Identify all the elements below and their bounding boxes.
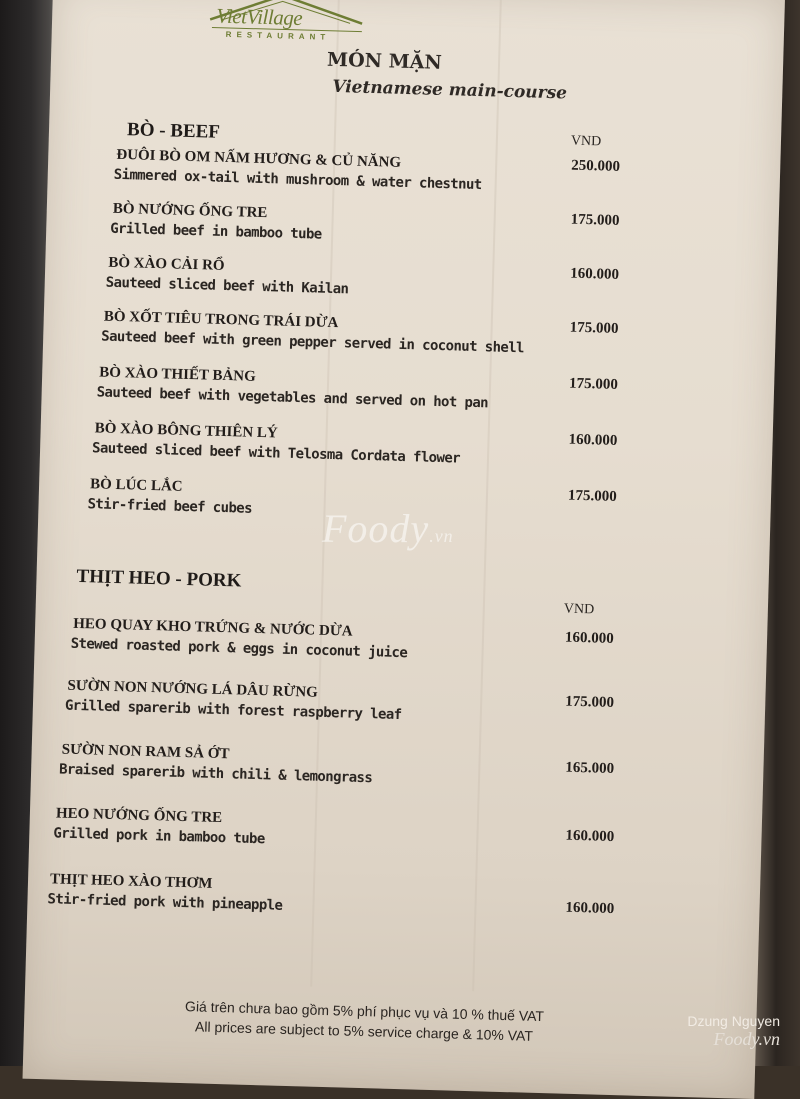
background-pattern (310, 0, 502, 991)
watermark-text: Foody (322, 506, 430, 551)
restaurant-logo (202, 0, 373, 46)
menu-item-name: BÒ NƯỚNG ỐNG TRE (112, 200, 268, 222)
credit-author: Dzung Nguyen (687, 1013, 780, 1029)
menu-item-description: Stewed roasted pork & eggs in coconut juice (70, 635, 408, 662)
logo-name: VietVillage (215, 3, 303, 31)
currency-label-pork: VND (563, 601, 595, 618)
footer-note-vn: Giá trên chưa bao gồm 5% phí phục vụ và 10 % thuế VAT (184, 998, 545, 1025)
menu-item-price: 175.000 (565, 693, 615, 711)
menu-item-description: Stir-fried beef cubes (87, 496, 253, 517)
section-title-pork: THỊT HEO - PORK (76, 565, 242, 592)
section-title-beef: BÒ - BEEF (126, 119, 221, 143)
menu-item-description: Sauteed sliced beef with Telosma Cordata flower (91, 440, 461, 467)
menu-item-description: Sauteed sliced beef with Kailan (105, 274, 349, 298)
menu-item-description: Stir-fried pork with pineapple (47, 891, 283, 914)
foody-watermark (322, 505, 454, 552)
menu-item-price: 160.000 (565, 899, 615, 918)
menu-item-description: Braised sparerib with chili & lemongrass (58, 761, 373, 787)
currency-label-beef: VND (570, 133, 602, 150)
menu-item-description: Sauteed beef with green pepper served in coconut shell (101, 328, 525, 357)
photo-credit (687, 1013, 780, 1050)
menu-item-name: BÒ XÀO THIẾT BẢNG (99, 364, 257, 385)
menu-item-price: 250.000 (571, 157, 621, 175)
menu-item-price: 165.000 (565, 759, 615, 778)
menu-item-description: Sauteed beef with vegetables and served on hot pan (96, 384, 489, 412)
menu-item-price: 175.000 (568, 375, 619, 393)
menu-item-description: Grilled beef in bamboo tube (110, 220, 322, 243)
menu-item-price: 160.000 (568, 431, 618, 449)
menu-item-name: THỊT HEO XÀO THƠM (49, 871, 213, 892)
logo-subtitle: RESTAURANT (225, 29, 331, 42)
page-title: MÓN MẶN (326, 48, 443, 74)
menu-item-price: 175.000 (570, 211, 620, 229)
menu-item-price: 160.000 (565, 827, 615, 846)
menu-item-description: Grilled pork in bamboo tube (53, 825, 265, 848)
menu-item-name: BÒ XÀO BÔNG THIÊN LÝ (94, 420, 278, 442)
menu-item-price: 175.000 (567, 487, 617, 505)
menu-item-name: SƯỜN NON RAM SẢ ỚT (61, 741, 230, 763)
menu-item-description: Grilled sparerib with forest raspberry leaf (64, 697, 402, 724)
menu-item-price: 175.000 (569, 319, 619, 337)
menu-item-price: 160.000 (569, 265, 620, 283)
menu-item-description: Simmered ox-tail with mushroom & water chestnut (113, 166, 482, 194)
page-subtitle: Vietnamese main-course (332, 76, 568, 104)
footer-note-en: All prices are subject to 5% service charge & 10% VAT (194, 1018, 534, 1044)
menu-item-price: 160.000 (564, 629, 614, 647)
credit-brand: Foody.vn (713, 1029, 780, 1049)
watermark-suffix: .vn (429, 526, 454, 546)
menu-item-name: BÒ LÚC LẮC (89, 476, 183, 495)
menu-item-name: BÒ XỐT TIÊU TRONG TRÁI DỪA (103, 308, 339, 332)
menu-item-name: SƯỜN NON NƯỚNG LÁ DÂU RỪNG (67, 677, 319, 701)
menu-item-name: HEO QUAY KHO TRỨNG & NƯỚC DỪA (73, 615, 353, 640)
menu-item-name: ĐUÔI BÒ OM NẤM HƯƠNG & CỦ NĂNG (116, 146, 402, 171)
menu-item-name: HEO NƯỚNG ỐNG TRE (55, 805, 223, 827)
menu-item-name: BÒ XÀO CẢI RỔ (108, 254, 225, 274)
